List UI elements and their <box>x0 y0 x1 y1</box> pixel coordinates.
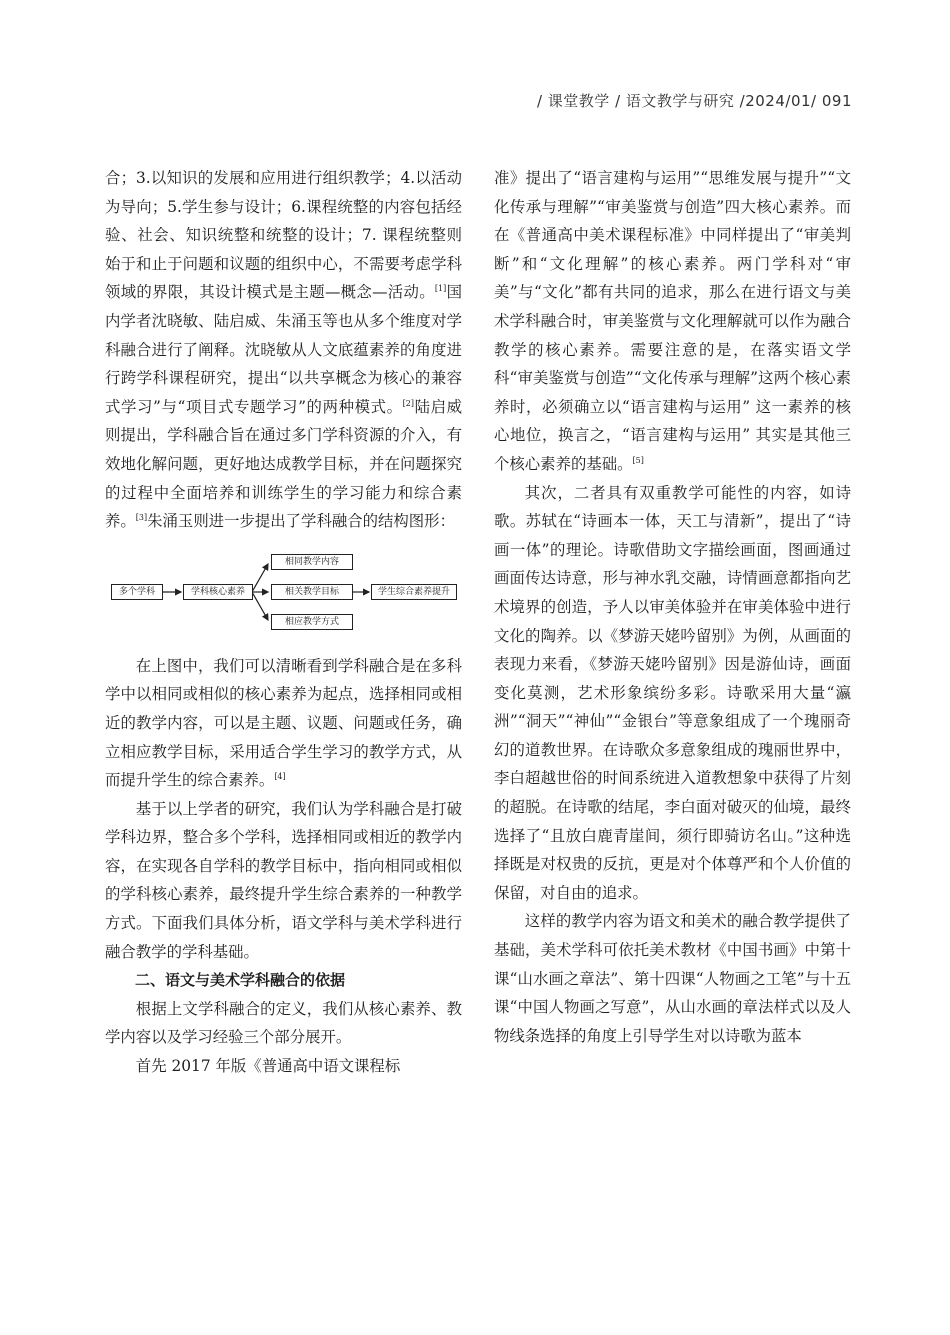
citation: [5] <box>632 455 644 465</box>
text-segment: 合；3.以知识的发展和应用进行组织教学；4.以活动为导向；5.学生参与设计；6.课程统整的内容包括经验、社会、知识统整和统整的设计；7. 课程统整则始于和止于问题和议题的组织中心，不需要考虑学科领域的界限，其设计模式是主题—概念—活动。 <box>105 169 462 302</box>
section-heading: 二、语文与美术学科融合的依据 <box>135 971 346 990</box>
box-same-content: 相同教学内容 <box>271 554 353 570</box>
left-paragraph-4: 根据上文学科融合的定义，我们从核心素养、教学内容以及学习经验三个部分展开。 <box>105 999 462 1047</box>
left-paragraph-3: 基于以上学者的研究，我们认为学科融合是打破学科边界，整合多个学科，选择相同或相近的教学内容，在实现各自学科的教学目标中，指向相同或相似的学科核心素养，最终提升学生综合素养的一种教学方式。下面我们具体分析，语文学科与美术学科进行融合教学的学科基础。 <box>105 799 462 961</box>
right-paragraph-3: 这样的教学内容为语文和美术的融合教学提供了基础，美术学科可依托美术教材《中国书画》中第十课“山水画之章法”、第十四课“人物画之工笔”与十五课“中国人物画之写意”，从山水画的章法样式以及人物线条选择的角度上引导学生对以诗歌为蓝本 <box>494 912 851 1045</box>
box-core-literacy: 学科核心素养 <box>183 584 253 600</box>
arrow <box>252 564 268 592</box>
citation: [3] <box>135 513 148 522</box>
text-segment: 在上图中，我们可以清晰看到学科融合是在多科学中以相同或相似的核心素养为起点，选择相同或相近的教学内容，可以是主题、议题、问题或任务，确立相应教学目标，采用适合学生学习的教学方式，从而提升学生的综合素养。 <box>105 656 462 790</box>
text-segment: 陆启威则提出，学科融合旨在通过多门学科资源的介入，有效地化解问题，更好地达成教学目标，并在问题探究的过程中全面培养和训练学生的学习能力和综合素养。 <box>105 397 462 531</box>
citation: [2] <box>402 398 414 408</box>
arrow <box>252 592 268 620</box>
left-column <box>105 164 462 1081</box>
right-column <box>494 164 851 1050</box>
citation: [1] <box>434 284 447 294</box>
box-result: 学生综合素养提升 <box>371 584 457 600</box>
box-method: 相应教学方式 <box>271 614 353 630</box>
text-segment: 国内学者沈晓敏、陆启威、朱涌玉等也从多个维度对学科融合进行了阐释。沈晓敏从人文底蕴素养的角度进行跨学科课程研究，提出“以共享概念为核心的兼容式学习”与“项目式专题学习”的两种模式。 <box>105 283 462 416</box>
structure-diagram <box>105 546 462 636</box>
right-paragraph-1 <box>494 164 851 479</box>
text-segment: 朱涌玉则进一步提出了学科融合的结构图形： <box>147 512 455 531</box>
left-paragraph-1 <box>105 164 462 536</box>
right-paragraph-2: 其次，二者具有双重教学可能性的内容，如诗歌。苏轼在“诗画本一体，天工与清新”，提出了“诗画一体”的理论。诗歌借助文字描绘画面，图画通过画面传达诗意，形与神水乳交融，诗情画意都指向艺术境界的创造，予人以审美体验并在审美体验中进行文化的陶养。以《梦游天姥吟留别》为例，从画面的表现力来看，《梦游天姥吟留别》因是游仙诗，画面变化莫测，艺术形象缤纷多彩。诗歌采用大量“瀛洲”“洞天”“神仙”“金银台”等意象组成了一个瑰丽奇幻的道教世界。在诗歌众多意象组成的瑰丽世界中，李白超越世俗的时间系统进入道教想象中获得了片刻的超脱。在诗歌的结尾，李白面对破灭的仙境，最终选择了“且放白鹿青崖间，须行即骑访名山。”这种选择既是对权贵的反抗，更是对个体尊严和个人价值的保留，对自由的追求。 <box>494 483 851 902</box>
box-multi-subject: 多个学科 <box>111 584 163 600</box>
text-segment: 准》提出了“语言建构与运用”“思维发展与提升”“文化传承与理解”“审美鉴赏与创造”四大核心素养。而在《普通高中美术课程标准》中同样提出了“审美判断”和“文化理解”的核心素养。两门学科对“审美”与“文化”都有共同的追求，那么在进行语文与美术学科融合时，审美鉴赏与文化理解就可以作为融合教学的核心素养。需要注意的是，在落实语文学科“审美鉴赏与创造”“文化传承与理解”这两个核心素养时，必须确立以“语言建构与运用” 这一素养的核心地位，换言之，“语言建构与运用” 其实是其他三个核心素养的基础。 <box>494 169 851 473</box>
citation: [4] <box>274 771 286 781</box>
box-related-goal: 相关教学目标 <box>271 584 353 600</box>
left-paragraph-2 <box>105 652 462 795</box>
left-paragraph-5: 首先 2017 年版《普通高中语文课程标 <box>135 1057 401 1076</box>
running-header: / 课堂教学 / 语文教学与研究 /2024/01/ 091 <box>536 92 852 110</box>
